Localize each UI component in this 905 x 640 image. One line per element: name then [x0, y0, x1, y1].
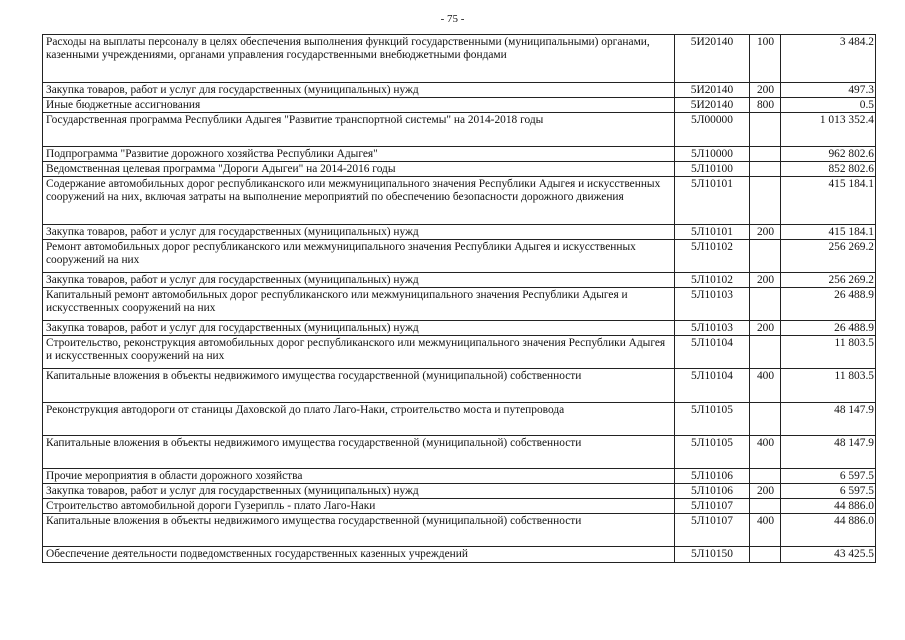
row-type: 400: [750, 514, 781, 547]
row-code: 5Л10101: [675, 225, 750, 240]
row-type: 200: [750, 225, 781, 240]
row-name: Капитальный ремонт автомобильных дорог республиканского или межмуниципального значения Республики Адыгея и искусственных сооружений на них: [43, 288, 675, 321]
budget-table: [42, 34, 876, 563]
row-type: 400: [750, 369, 781, 403]
row-code: 5Л10105: [675, 403, 750, 436]
table-row: [43, 499, 876, 514]
row-name: Закупка товаров, работ и услуг для государственных (муниципальных) нужд: [43, 321, 675, 336]
table-row: [43, 436, 876, 469]
row-sum: 852 802.6: [781, 162, 876, 177]
row-name: Ведомственная целевая программа "Дороги Адыгеи" на 2014-2016 годы: [43, 162, 675, 177]
row-name: Реконструкция автодороги от станицы Даховской до плато Лаго-Наки, строительство моста и путепровода: [43, 403, 675, 436]
row-code: 5Л10107: [675, 499, 750, 514]
table-row: [43, 113, 876, 147]
row-code: 5Л10103: [675, 321, 750, 336]
row-code: 5Л10106: [675, 469, 750, 484]
row-sum: 1 013 352.4: [781, 113, 876, 147]
row-name: Иные бюджетные ассигнования: [43, 98, 675, 113]
row-type: 100: [750, 35, 781, 83]
row-type: 800: [750, 98, 781, 113]
row-name: Капитальные вложения в объекты недвижимого имущества государственной (муниципальной) собственности: [43, 436, 675, 469]
row-sum: 44 886.0: [781, 499, 876, 514]
row-name: Прочие мероприятия в области дорожного хозяйства: [43, 469, 675, 484]
row-code: 5Л10102: [675, 273, 750, 288]
row-sum: 415 184.1: [781, 177, 876, 225]
row-name: Государственная программа Республики Адыгея "Развитие транспортной системы" на 2014-2018 годы: [43, 113, 675, 147]
table-row: [43, 469, 876, 484]
row-code: 5И20140: [675, 98, 750, 113]
row-sum: 11 803.5: [781, 369, 876, 403]
row-sum: 6 597.5: [781, 484, 876, 499]
row-type: [750, 547, 781, 563]
row-name: Строительство автомобильной дороги Гузерипль - плато Лаго-Наки: [43, 499, 675, 514]
row-sum: 48 147.9: [781, 403, 876, 436]
row-sum: 26 488.9: [781, 288, 876, 321]
row-code: 5Л10105: [675, 436, 750, 469]
row-sum: 0.5: [781, 98, 876, 113]
row-sum: 256 269.2: [781, 240, 876, 273]
row-name: Обеспечение деятельности подведомственных государственных казенных учреждений: [43, 547, 675, 563]
table-row: [43, 336, 876, 369]
table-row: [43, 514, 876, 547]
row-type: 200: [750, 484, 781, 499]
table-row: [43, 35, 876, 83]
row-sum: 962 802.6: [781, 147, 876, 162]
row-code: 5Л10102: [675, 240, 750, 273]
table-row: [43, 369, 876, 403]
row-name: Закупка товаров, работ и услуг для государственных (муниципальных) нужд: [43, 225, 675, 240]
table-row: [43, 288, 876, 321]
row-type: [750, 403, 781, 436]
row-type: 200: [750, 321, 781, 336]
table-row: [43, 98, 876, 113]
row-name: Расходы на выплаты персоналу в целях обеспечения выполнения функций государственными (муниципальными) органами, казенными учреждениями, органами управления государственными внебюджетными фондами: [43, 35, 675, 83]
row-name: Закупка товаров, работ и услуг для государственных (муниципальных) нужд: [43, 273, 675, 288]
row-sum: 256 269.2: [781, 273, 876, 288]
row-sum: 11 803.5: [781, 336, 876, 369]
row-sum: 497.3: [781, 83, 876, 98]
row-type: [750, 288, 781, 321]
table-row: [43, 83, 876, 98]
row-code: 5Л00000: [675, 113, 750, 147]
row-type: 200: [750, 83, 781, 98]
row-type: [750, 162, 781, 177]
row-name: Подпрограмма "Развитие дорожного хозяйства Республики Адыгея": [43, 147, 675, 162]
row-sum: 3 484.2: [781, 35, 876, 83]
row-type: 400: [750, 436, 781, 469]
row-code: 5Л10100: [675, 162, 750, 177]
table-row: [43, 240, 876, 273]
row-name: Капитальные вложения в объекты недвижимого имущества государственной (муниципальной) собственности: [43, 369, 675, 403]
row-code: 5И20140: [675, 83, 750, 98]
row-sum: 26 488.9: [781, 321, 876, 336]
table-row: [43, 547, 876, 563]
table-row: [43, 403, 876, 436]
table-row: [43, 147, 876, 162]
row-code: 5Л10104: [675, 369, 750, 403]
row-name: Содержание автомобильных дорог республиканского или межмуниципального значения Республики Адыгея и искусственных сооружений на них, включая затраты на выполнение мероприятий по обеспечению безопасности дорожного движения: [43, 177, 675, 225]
row-code: 5Л10104: [675, 336, 750, 369]
row-type: 200: [750, 273, 781, 288]
row-code: 5Л10101: [675, 177, 750, 225]
table-row: [43, 321, 876, 336]
row-sum: 415 184.1: [781, 225, 876, 240]
row-name: Капитальные вложения в объекты недвижимого имущества государственной (муниципальной) собственности: [43, 514, 675, 547]
row-type: [750, 499, 781, 514]
row-code: 5И20140: [675, 35, 750, 83]
row-code: 5Л10106: [675, 484, 750, 499]
row-code: 5Л10107: [675, 514, 750, 547]
row-name: Строительство, реконструкция автомобильных дорог республиканского или межмуниципального значения Республики Адыгея и искусственных сооружений на них: [43, 336, 675, 369]
page-number: - 75 -: [440, 13, 465, 25]
row-type: [750, 469, 781, 484]
budget-table-body: [43, 35, 876, 563]
table-row: [43, 162, 876, 177]
row-code: 5Л10150: [675, 547, 750, 563]
row-type: [750, 113, 781, 147]
row-name: Ремонт автомобильных дорог республиканского или межмуниципального значения Республики Адыгея и искусственных сооружений на них: [43, 240, 675, 273]
table-row: [43, 225, 876, 240]
row-name: Закупка товаров, работ и услуг для государственных (муниципальных) нужд: [43, 83, 675, 98]
row-type: [750, 147, 781, 162]
row-sum: 43 425.5: [781, 547, 876, 563]
row-code: 5Л10000: [675, 147, 750, 162]
row-name: Закупка товаров, работ и услуг для государственных (муниципальных) нужд: [43, 484, 675, 499]
table-row: [43, 484, 876, 499]
row-type: [750, 240, 781, 273]
row-type: [750, 177, 781, 225]
table-row: [43, 177, 876, 225]
row-type: [750, 336, 781, 369]
row-code: 5Л10103: [675, 288, 750, 321]
row-sum: 48 147.9: [781, 436, 876, 469]
row-sum: 44 886.0: [781, 514, 876, 547]
row-sum: 6 597.5: [781, 469, 876, 484]
table-row: [43, 273, 876, 288]
